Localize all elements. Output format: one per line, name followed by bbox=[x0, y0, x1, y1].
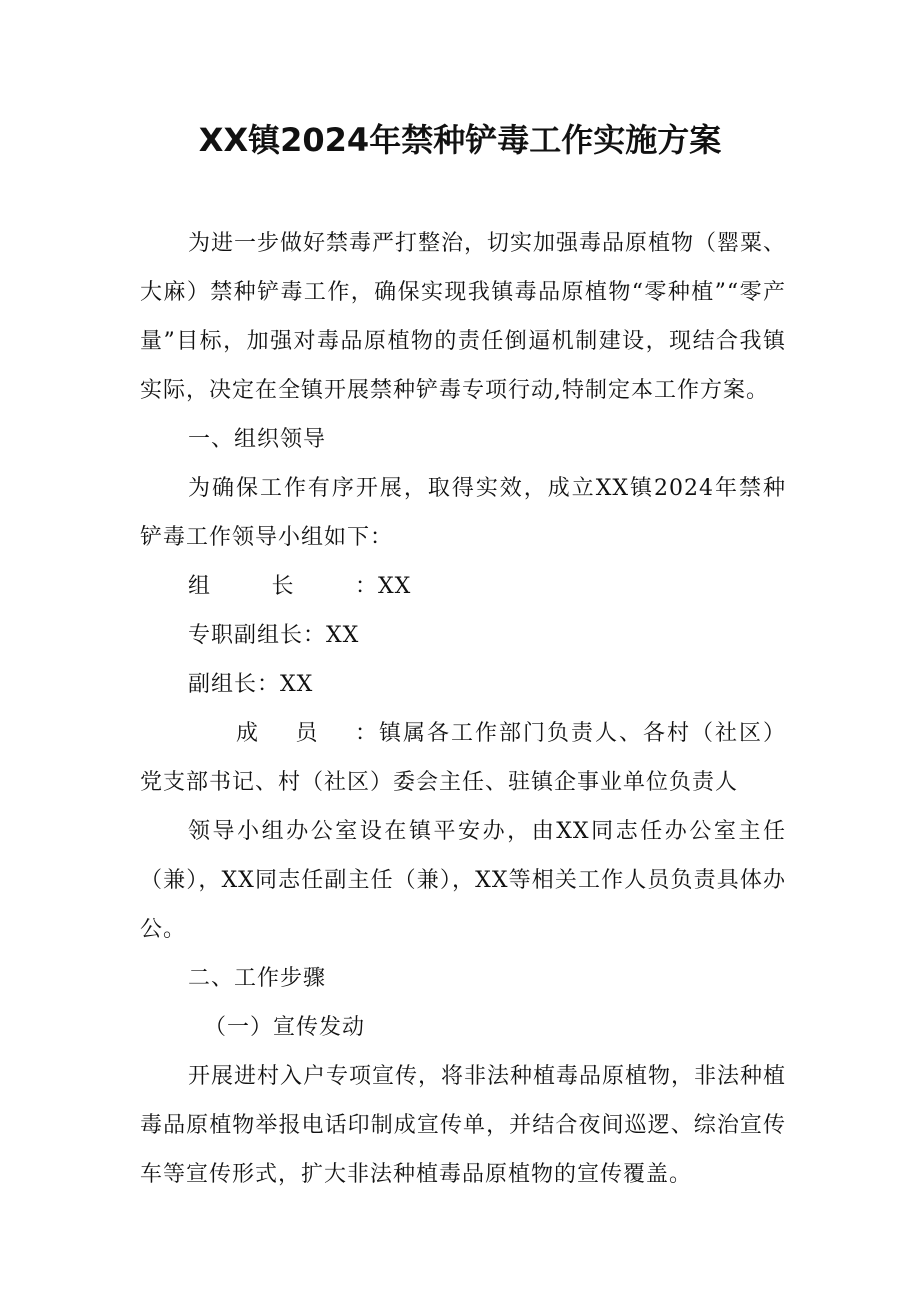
members-label: 成员： bbox=[236, 721, 378, 746]
document-body bbox=[140, 219, 786, 1199]
vice-fulltime-value: XX bbox=[326, 623, 360, 648]
leader-label: 组长： bbox=[188, 574, 378, 599]
section-2-heading: 二、工作步骤 bbox=[188, 966, 327, 991]
members-paragraph bbox=[140, 709, 786, 807]
leader-line bbox=[140, 562, 786, 611]
members-value: 镇属各工作部门负责人、各村（社区）党支部书记、村（社区）委会主任、驻镇企事业单位负责人 bbox=[140, 721, 786, 795]
vice-value: XX bbox=[280, 672, 314, 697]
subsection-1-heading: （一）宣传发动 bbox=[204, 1015, 366, 1040]
vice-label: 副组长： bbox=[188, 672, 281, 697]
vice-fulltime-label: 专职副组长： bbox=[188, 623, 327, 648]
vice-fulltime-line bbox=[140, 611, 786, 660]
office-paragraph: 领导小组办公室设在镇平安办，由XX同志任办公室主任（兼），XX同志任副主任（兼），XX等相关工作人员负责具体办公。 bbox=[140, 819, 786, 942]
vice-line bbox=[140, 660, 786, 709]
section-1-heading: 一、组织领导 bbox=[188, 427, 327, 452]
leader-value: XX bbox=[378, 574, 412, 599]
document-title: XX镇2024年禁种铲毒工作实施方案 bbox=[198, 121, 722, 159]
section-1-paragraph: 为确保工作有序开展，取得实效，成立XX镇2024年禁种铲毒工作领导小组如下： bbox=[140, 476, 786, 550]
subsection-1-paragraph: 开展进村入户专项宣传，将非法种植毒品原植物，非法种植毒品原植物举报电话印制成宣传单，并结合夜间巡逻、综治宣传车等宣传形式，扩大非法种植毒品原植物的宣传覆盖。 bbox=[140, 1064, 787, 1187]
intro-paragraph: 为进一步做好禁毒严打整治，切实加强毒品原植物（罂粟、大麻）禁种铲毒工作，确保实现我镇毒品原植物“零种植”“零产量”目标，加强对毒品原植物的责任倒逼机制建设，现结合我镇实际，决定在全镇开展禁种铲毒专项行动,特制定本工作方案。 bbox=[140, 231, 787, 403]
